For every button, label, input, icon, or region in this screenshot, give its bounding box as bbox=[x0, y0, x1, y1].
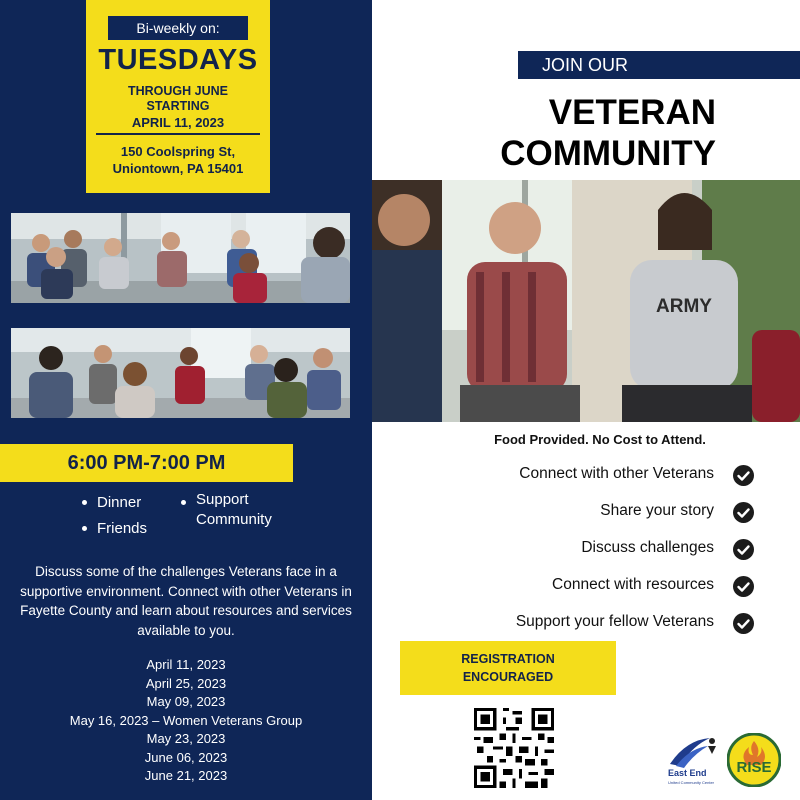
address-city: Uniontown, PA 15401 bbox=[112, 161, 244, 176]
east-end-logo-icon bbox=[664, 732, 724, 792]
checkmark-icon bbox=[733, 465, 754, 486]
address-street: 150 Coolspring St, bbox=[120, 144, 236, 159]
checkmark-icon bbox=[733, 613, 754, 634]
benefit-item: Share your story bbox=[600, 502, 714, 519]
title-line-2: COMMUNITY bbox=[500, 134, 716, 173]
benefit-item: Connect with other Veterans bbox=[519, 465, 714, 482]
through-line: THROUGH JUNE bbox=[127, 84, 228, 98]
benefit-item: Connect with resources bbox=[552, 576, 714, 593]
rise-logo-text: RISE bbox=[736, 759, 772, 776]
bullet-friends: Friends bbox=[81, 516, 147, 542]
time-banner: 6:00 PM-7:00 PM bbox=[0, 444, 293, 482]
group-photo-2 bbox=[11, 328, 350, 418]
east-end-subtitle: United Community Center bbox=[668, 780, 715, 785]
date-item: May 16, 2023 – Women Veterans Group bbox=[69, 712, 303, 728]
hero-photo-image bbox=[372, 180, 800, 422]
rise-logo-icon bbox=[727, 733, 781, 787]
hero-photo bbox=[372, 180, 800, 422]
starting-line: STARTING bbox=[146, 99, 210, 113]
bullet-list-left bbox=[81, 490, 147, 542]
group-photo-2-image bbox=[11, 328, 350, 418]
bullet-dinner: Dinner bbox=[81, 490, 147, 516]
bullet-support-line2: Community bbox=[196, 511, 272, 528]
date-item: April 25, 2023 bbox=[145, 675, 227, 691]
date-item: April 11, 2023 bbox=[146, 657, 226, 672]
schedule-box bbox=[86, 0, 270, 193]
description: Discuss some of the challenges Veterans face in a supportive environment. Connect with other Veterans in Fayette County and learn about resources and services available to you. bbox=[20, 564, 352, 638]
start-date: APRIL 11, 2023 bbox=[96, 115, 260, 135]
benefit-item: Discuss challenges bbox=[581, 539, 714, 556]
group-photo-1-image bbox=[11, 213, 350, 303]
group-photo-1 bbox=[11, 213, 350, 303]
join-banner: JOIN OUR bbox=[518, 51, 800, 79]
benefit-item: Support your fellow Veterans bbox=[515, 613, 714, 630]
checkmark-icon bbox=[733, 576, 754, 597]
food-note: Food Provided. No Cost to Attend. bbox=[494, 432, 706, 447]
date-item: June 21, 2023 bbox=[144, 768, 228, 783]
checkmark-icon bbox=[733, 539, 754, 560]
registration-line-2: ENCOURAGED bbox=[462, 670, 554, 684]
rise-logo bbox=[727, 733, 781, 787]
qr-code-icon[interactable] bbox=[474, 708, 554, 788]
through-text bbox=[86, 84, 270, 114]
date-list bbox=[0, 656, 372, 786]
checkmark-icon bbox=[733, 502, 754, 523]
east-end-name: East End bbox=[668, 768, 707, 778]
army-shirt-text: ARMY bbox=[656, 296, 712, 317]
bullet-support-line1: Support bbox=[196, 491, 249, 508]
bullet-list-right bbox=[180, 490, 272, 530]
title-line-1: VETERAN bbox=[548, 93, 716, 132]
registration-line-1: REGISTRATION bbox=[461, 652, 555, 666]
east-end-logo bbox=[664, 732, 724, 792]
frequency-label: Bi-weekly on: bbox=[108, 16, 248, 40]
left-panel bbox=[0, 0, 372, 800]
page-title bbox=[430, 92, 716, 174]
registration-banner bbox=[400, 641, 616, 695]
address bbox=[86, 143, 270, 177]
date-item: May 09, 2023 bbox=[146, 694, 226, 709]
bullet-support bbox=[180, 490, 272, 530]
date-item: May 23, 2023 bbox=[146, 731, 226, 746]
date-item: June 06, 2023 bbox=[144, 749, 228, 765]
day-heading: TUESDAYS bbox=[98, 44, 258, 76]
